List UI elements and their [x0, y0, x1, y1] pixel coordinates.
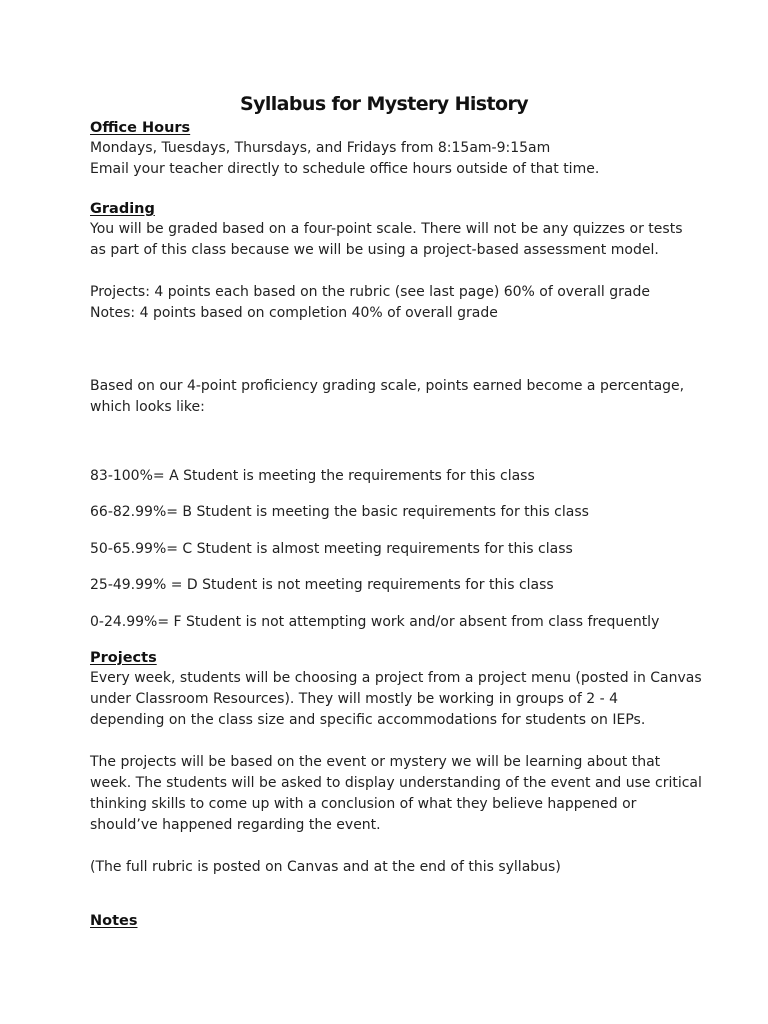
projects-heading: Projects — [90, 650, 157, 666]
office-hours-heading: Office Hours — [90, 120, 191, 136]
grade-scale-b: 66-82.99%= B Student is meeting the basic requirements for this class — [90, 504, 589, 520]
grading-heading: Grading — [90, 201, 155, 217]
projects-para1-line: under Classroom Resources). They will mostly be working in groups of 2 - 4 — [90, 691, 619, 707]
projects-para2-line: The projects will be based on the event or mystery we will be learning about that — [90, 754, 661, 770]
office-hours-email-note: Email your teacher directly to schedule office hours outside of that time. — [90, 161, 600, 177]
projects-para2-line: thinking skills to come up with a conclusion of what they believe happened or — [90, 796, 637, 812]
grading-intro-line: as part of this class because we will be using a project-based assessment model. — [90, 242, 659, 258]
projects-rubric-note: (The full rubric is posted on Canvas and at the end of this syllabus) — [90, 859, 561, 875]
grading-weight-projects: Projects: 4 points each based on the rubric (see last page) 60% of overall grade — [90, 284, 650, 300]
grade-scale-a: 83-100%= A Student is meeting the requirements for this class — [90, 468, 535, 484]
grading-scale-intro: Based on our 4-point proficiency grading scale, points earned become a percentage, — [90, 378, 685, 394]
projects-para1-line: depending on the class size and specific accommodations for students on IEPs. — [90, 712, 646, 728]
page-title: Syllabus for Mystery History — [239, 93, 529, 115]
projects-para1-line: Every week, students will be choosing a project from a project menu (posted in Canvas — [90, 670, 702, 686]
notes-heading: Notes — [90, 913, 138, 929]
grade-scale-c: 50-65.99%= C Student is almost meeting requirements for this class — [90, 541, 573, 557]
grading-scale-intro: which looks like: — [90, 399, 205, 415]
grade-scale-f: 0-24.99%= F Student is not attempting work and/or absent from class frequently — [90, 614, 660, 630]
grading-intro-line: You will be graded based on a four-point scale. There will not be any quizzes or tests — [90, 221, 683, 237]
office-hours-days: Mondays, Tuesdays, Thursdays, and Fridays from 8:15am-9:15am — [90, 140, 551, 156]
grading-weight-notes: Notes: 4 points based on completion 40% of overall grade — [90, 305, 498, 321]
projects-para2-line: week. The students will be asked to display understanding of the event and use critical — [90, 775, 702, 791]
grade-scale-d: 25-49.99% = D Student is not meeting requirements for this class — [90, 577, 554, 593]
projects-para2-line: should’ve happened regarding the event. — [90, 817, 381, 833]
